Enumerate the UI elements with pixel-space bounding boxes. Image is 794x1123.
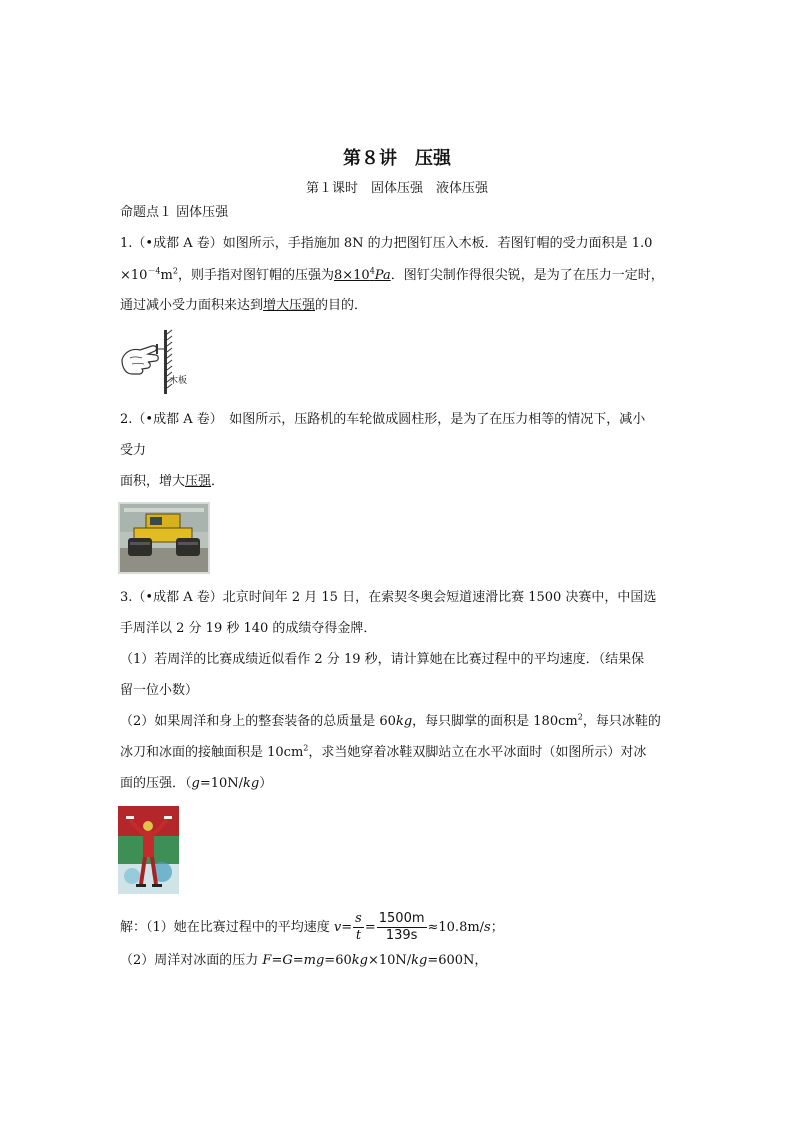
solution-unit: s — [484, 920, 491, 935]
q3-line5 — [120, 714, 661, 730]
road-roller-icon — [120, 504, 208, 572]
q1-line1: 1.（•成都 A 卷）如图所示，手指施加 8N 的力把图钉压入木板．若图钉帽的受力面积是 1.0 — [120, 236, 653, 251]
solution-text: = — [364, 920, 376, 935]
solution-text: = — [341, 920, 353, 935]
q3-unit: kg — [243, 776, 260, 791]
q1-text: 的目的． — [315, 298, 368, 313]
q3-line6 — [120, 745, 646, 761]
q3-text: =10N/ — [199, 776, 244, 791]
solution-text: =60 — [324, 953, 352, 968]
q3-text: 冰刀和冰面的接触面积是 10cm — [120, 745, 304, 760]
fraction-denominator: t — [355, 928, 362, 943]
q3-exponent: 2 — [303, 743, 309, 753]
q1-answer-text: 8×10 — [333, 268, 370, 283]
q3-text: ，每只脚掌的面积是 180cm — [412, 714, 578, 729]
q1-exponent: －4 — [147, 266, 161, 276]
q2-line1: 2.（•成都 A 卷） 如图所示，压路机的车轮做成圆柱形，是为了在压力相等的情况下，减小 — [120, 412, 646, 427]
solution-text: =600N， — [427, 953, 488, 968]
solution-text: ； — [490, 920, 504, 935]
q3-text: ，求当她穿着冰鞋双脚站立在水平冰面时（如图所示）对冰 — [308, 745, 647, 760]
solution-symbol: F — [262, 953, 272, 968]
solution-unit: kg — [411, 953, 428, 968]
solution-line2 — [120, 953, 487, 969]
solution-symbol: mg — [303, 953, 325, 968]
q3-line4: 留一位小数） — [120, 683, 199, 698]
page-subtitle: 第１课时 固体压强 液体压强 — [305, 181, 488, 196]
fraction-s-over-t — [353, 911, 364, 944]
q2-text: 面积，增大 — [120, 474, 186, 489]
q1-answer-2: 增大压强 — [263, 298, 316, 313]
solution-symbol: G — [282, 953, 293, 968]
solution-text: ≈10.8m/ — [427, 920, 485, 935]
road-roller-photo — [118, 502, 210, 574]
solution-text: （2）周洋对冰面的压力 — [120, 953, 263, 968]
skater-icon — [118, 806, 179, 894]
q1-line3 — [120, 298, 367, 314]
fraction-distance-over-time — [377, 911, 427, 944]
solution-text: 解：（1）她在比赛过程中的平均速度 — [120, 920, 334, 935]
q3-line7 — [120, 776, 272, 792]
thumbtack-figure — [118, 328, 194, 396]
q3-exponent: 2 — [577, 712, 583, 722]
section-heading: 命题点１ 固体压强 — [120, 205, 229, 220]
solution-text: = — [292, 953, 304, 968]
solution-line1 — [120, 908, 504, 948]
q1-exponent: 2 — [172, 266, 178, 276]
solution-text: ×10N/ — [367, 953, 412, 968]
solution-unit: kg — [351, 953, 368, 968]
q1-answer-exponent: 4 — [369, 266, 375, 276]
q1-text: m — [160, 268, 173, 283]
fraction-numerator: 1500m — [378, 911, 425, 926]
q3-symbol: g — [191, 776, 200, 791]
q1-text: ×10 — [120, 268, 148, 283]
q1-text: ，则手指对图钉帽的压强为 — [177, 268, 334, 283]
q3-line1: 3.（•成都 A 卷）北京时间年 2 月 15 日，在索契冬奥会短道速滑比赛 1500 决赛中，中国选 — [120, 590, 657, 605]
q2-line2: 受力 — [120, 443, 147, 458]
q2-text: ． — [211, 474, 225, 489]
q1-answer-1 — [334, 268, 391, 283]
fraction-numerator: s — [355, 911, 362, 926]
q1-text: ．图钉尖制作得很尖锐，是为了在压力一定时， — [390, 268, 664, 283]
q3-text: ） — [259, 776, 273, 791]
solution-symbol: v — [333, 920, 342, 935]
fraction-denominator: 139s — [385, 928, 418, 943]
q3-text: 面的压强．（ — [120, 776, 192, 791]
page-title: 第８讲 压强 — [343, 148, 451, 169]
q3-line2: 手周洋以 2 分 19 秒 140 的成绩夺得金牌． — [120, 621, 377, 636]
q3-unit: kg — [395, 714, 413, 729]
q1-text: 通过减小受力面积来达到 — [120, 298, 264, 313]
q1-answer-unit: Pa — [374, 268, 391, 283]
q2-answer: 压强 — [185, 474, 212, 489]
board-label: 木板 — [169, 376, 188, 386]
q3-text: ，每只冰鞋的 — [582, 714, 661, 729]
q2-line3 — [120, 474, 224, 490]
skater-photo — [118, 806, 179, 894]
q3-line3: （1）若周洋的比赛成绩近似看作 2 分 19 秒，请计算她在比赛过程中的平均速度．（结果保 — [120, 652, 645, 667]
q1-line2 — [120, 268, 664, 284]
q3-text: （2）如果周洋和身上的整套装备的总质量是 60 — [120, 714, 396, 729]
solution-text: = — [271, 953, 283, 968]
